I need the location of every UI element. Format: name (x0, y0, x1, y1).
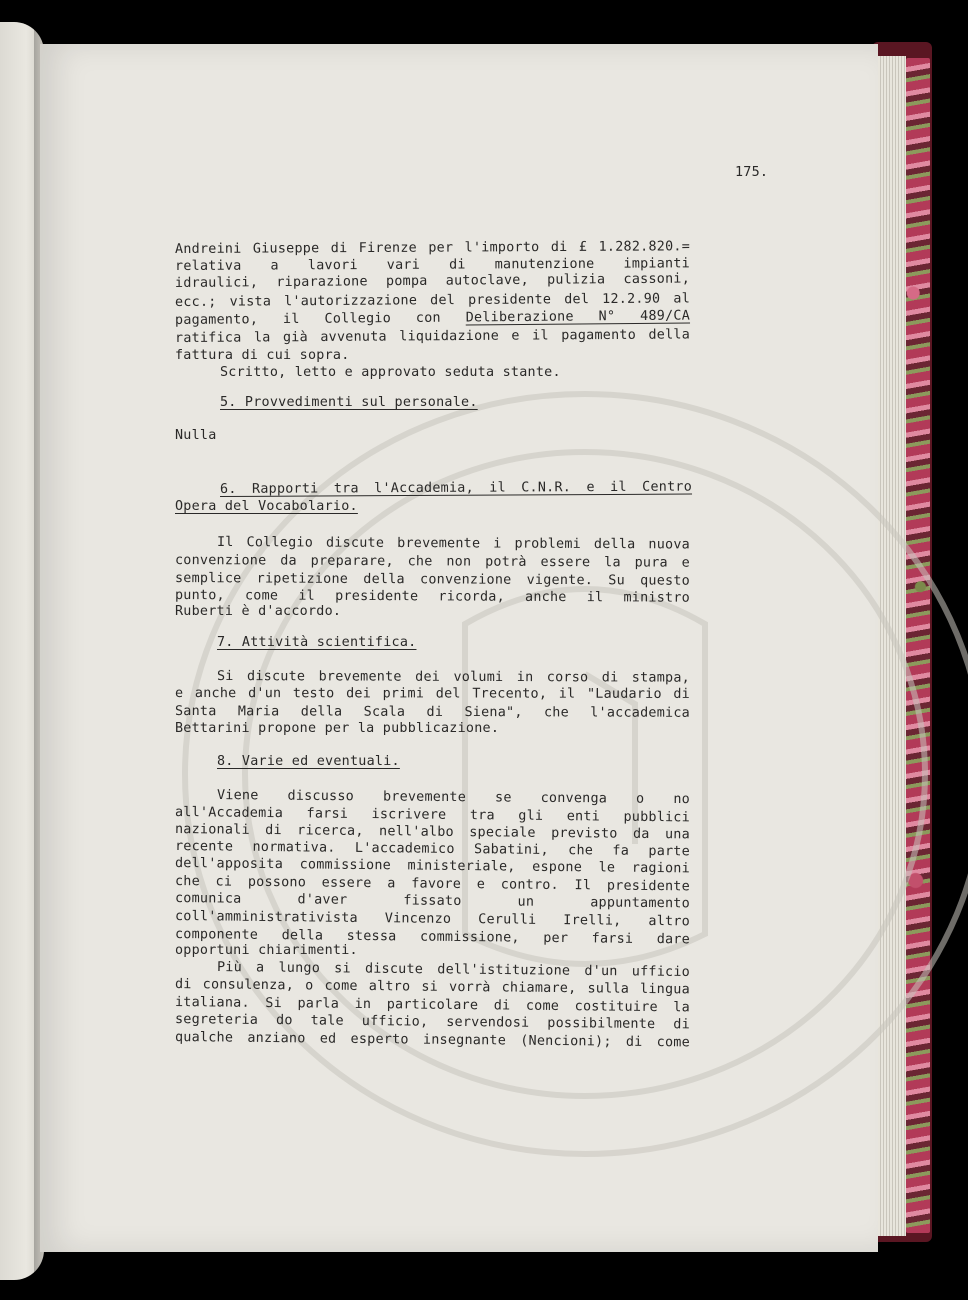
p8-line: coll'amministrativista Vincenzo Cerulli Irelli, altro (174, 909, 691, 930)
p1-line: relativa a lavori vari di manutenzione impianti (174, 256, 691, 274)
p8-line: comunica d'aver fissato un appuntamento (174, 891, 691, 912)
p1-line: Scritto, letto e approvato seduta stante. (220, 365, 561, 380)
p8-line: opportuni chiarimenti. (175, 943, 358, 958)
p1-line: Andreini Giuseppe di Firenze per l'importo di £ 1.282.820.= (174, 239, 691, 257)
section5-heading-line: 5. Provvedimenti sul personale. (220, 395, 478, 410)
p6-line: Ruberti è d'accordo. (175, 604, 342, 619)
p6-line: Il Collegio discute brevemente i problemi della nuova (216, 535, 691, 553)
page-number: 175. (735, 165, 769, 180)
p8-line: nazionali di ricerca, nell'albo speciale previsto da una (174, 822, 691, 843)
deliberazione-underlined: Deliberazione N° 489/CA (465, 308, 691, 326)
p6-line: punto, come il presidente ricorda, anche il ministro (174, 588, 691, 606)
p8-line: dell'apposita commissione ministeriale, espone le ragioni (174, 856, 691, 877)
p8-line: recente normativa. L'accademico Sabatini, che fa parte (174, 839, 691, 860)
p1-line: fattura di cui sopra. (175, 348, 350, 363)
p1-line: ecc.; vista l'autorizzazione del presidente del 12.2.90 al (174, 291, 691, 310)
section6-heading-line: Opera del Vocabolario. (175, 499, 358, 514)
p9-line: Più a lungo si discute dell'istituzione d'un ufficio (216, 960, 691, 980)
p8-line: Viene discusso brevemente se convenga o no (216, 788, 691, 808)
p1-line: ratifica la già avvenuta liquidazione e il pagamento della (174, 327, 691, 346)
p8-line: componente della stessa commissione, per farsi dare (174, 927, 691, 948)
p8-line: all'Accademia farsi iscrivere tra gli enti pubblici (174, 805, 691, 826)
section8-heading-line: 8. Varie ed eventuali. (217, 754, 400, 769)
p1-line: pagamento, il Collegio con Deliberazione N° 489/CA (174, 308, 691, 328)
document-page (40, 44, 878, 1252)
nulla-line: Nulla (175, 428, 217, 443)
p6-line: convenzione da preparare, che non potrà essere la pura e (174, 553, 691, 571)
p7-line: Bettarini propone per la pubblicazione. (175, 721, 500, 736)
p7-line: Santa Maria della Scala di Siena", che l'accademica (174, 704, 691, 721)
p9-line: qualche anziano ed esperto insegnante (Nencioni); di come (174, 1030, 691, 1051)
p1-line: idraulici, riparazione pompa autoclave, pulizia cassoni, (174, 271, 691, 291)
p9-line: di consulenza, o come altro si vorrà chiamare, sulla lingua (174, 977, 691, 998)
p9-line: segreteria do tale ufficio, servendosi possibilmente di (174, 1012, 691, 1033)
p6-line: semplice ripetizione della convenzione vigente. Su questo (174, 571, 691, 589)
marbled-edge (906, 58, 930, 1233)
p7-line: Si discute brevemente dei volumi in corso di stampa, (216, 669, 691, 686)
p8-line: che ci possono essere a favore e contro. Il presidente (174, 874, 691, 895)
section7-heading-line: 7. Attività scientifica. (217, 635, 417, 650)
section6-heading-line: 6. Rapporti tra l'Accademia, il C.N.R. e il Centro (219, 479, 693, 497)
p9-line: italiana. Si parla in particolare di come costituire la (174, 995, 691, 1016)
p7-line: e anche d'un testo dei primi del Trecento, il "Laudario di (174, 686, 691, 702)
